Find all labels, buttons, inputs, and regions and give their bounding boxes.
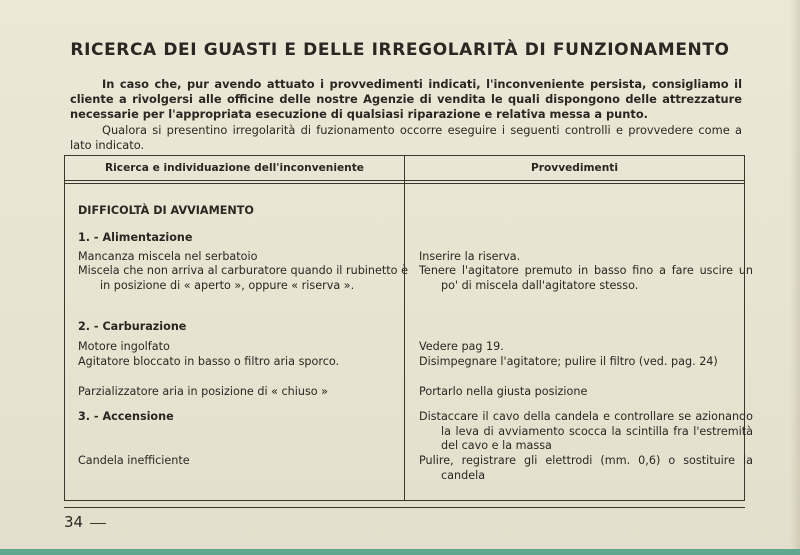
section-title: DIFFICOLTÀ DI AVVIAMENTO — [78, 204, 254, 217]
page-number-dash — [90, 523, 106, 524]
problem-cell: Candela inefficiente — [78, 454, 190, 467]
remedy-cell: Pulire, registrare gli elettrodi (mm. 0,6) o sostituire la candela — [419, 454, 753, 482]
footer-rule — [64, 507, 745, 508]
page-title: RICERCA DEI GUASTI E DELLE IRREGOLARITÀ DI FUNZIONAMENTO — [70, 40, 730, 60]
problem-cell: Mancanza miscela nel serbatoio — [78, 250, 258, 263]
problem-cell: Parzializzatore aria in posizione di « chiuso » — [78, 385, 329, 398]
intro-bold-paragraph: In caso che, pur avendo attuato i provvedimenti indicati, l'inconveniente persista, consigliamo il cliente a rivolgersi alle officine delle nostre Agenzie di vendita le quali dispongono delle attrezzature necessarie per l'appropriata esecuzione di qualsiasi riparazione e relativa messa a punto. — [70, 77, 742, 122]
remedy-cell: Vedere pag 19. — [419, 340, 504, 353]
group-heading-alimentazione: 1. - Alimentazione — [78, 231, 193, 244]
remedy-cell: Portarlo nella giusta posizione — [419, 385, 588, 398]
page-number: 34 — [64, 513, 84, 531]
group-heading-carburazione: 2. - Carburazione — [78, 320, 187, 333]
page-edge-shadow — [790, 0, 800, 549]
remedy-cell: Inserire la riserva. — [419, 250, 521, 263]
remedy-cell: Distaccare il cavo della candela e controllare se azionando la leva di avviamento scocca la scintilla fra l'estremità del cavo e la massa — [419, 410, 753, 452]
header-problem: Ricerca e individuazione dell'inconveniente — [105, 162, 364, 174]
background-band — [0, 549, 800, 555]
group-heading-accensione: 3. - Accensione — [78, 410, 174, 423]
remedy-cell: Disimpegnare l'agitatore; pulire il filtro (ved. pag. 24) — [419, 355, 718, 368]
header-remedy: Provvedimenti — [531, 162, 618, 174]
column-divider — [404, 156, 405, 500]
problem-cell: Miscela che non arriva al carburatore quando il rubinetto è in posizione di « aperto », oppure « riserva ». — [78, 264, 408, 292]
intro-text — [70, 77, 742, 153]
problem-cell: Motore ingolfato — [78, 340, 170, 353]
intro-normal-paragraph: Qualora si presentino irregolarità di fuzionamento occorre eseguire i seguenti controlli e provvedere come a lato indicato. — [70, 122, 742, 152]
problem-cell: Agitatore bloccato in basso o filtro aria sporco. — [78, 355, 340, 368]
remedy-cell: Tenere l'agitatore premuto in basso fino a fare uscire un po' di miscela dall'agitatore stesso. — [419, 264, 753, 292]
